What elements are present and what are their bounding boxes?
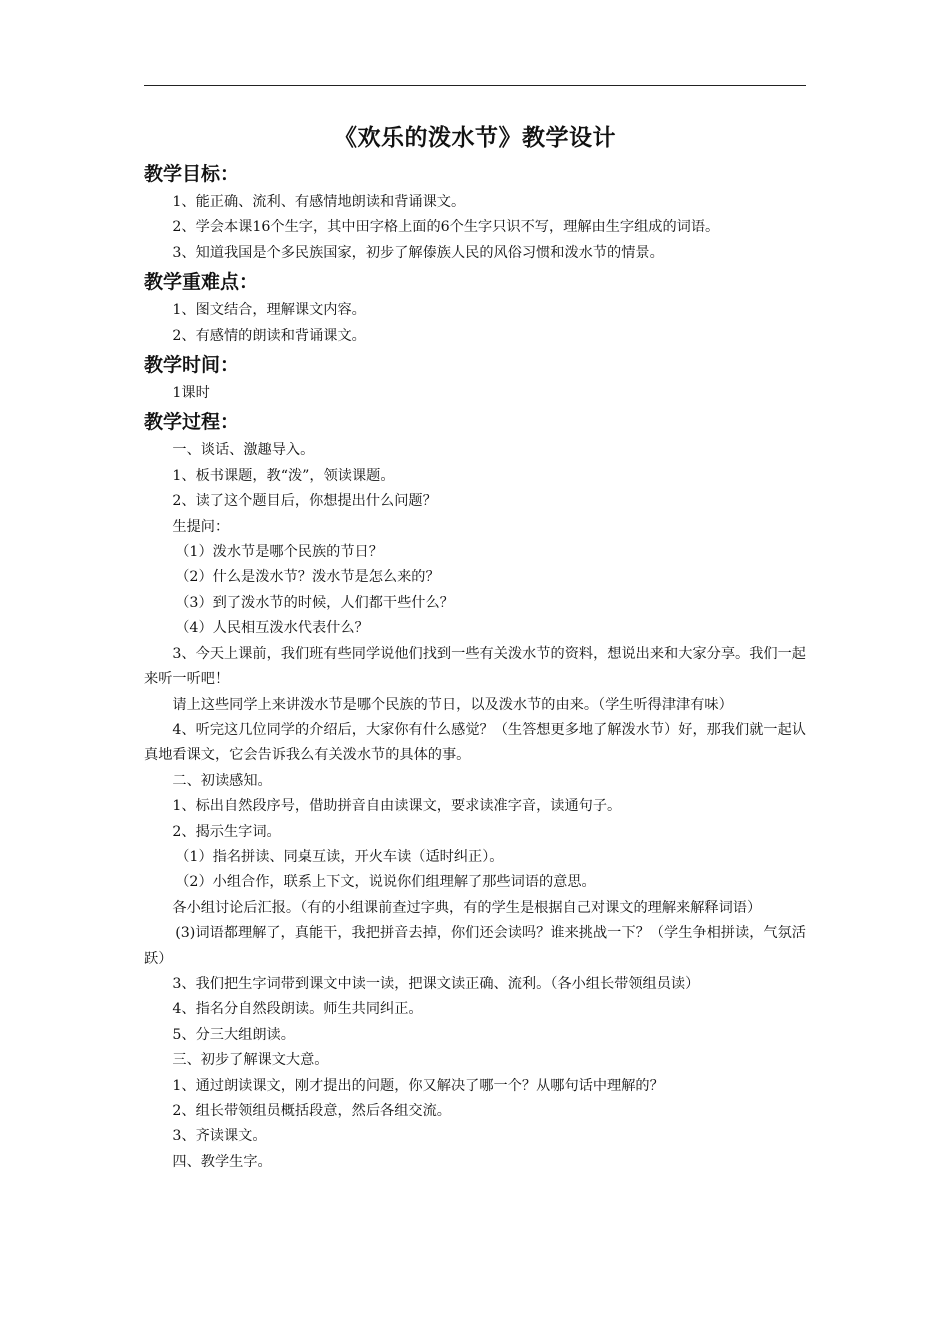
paragraph: 四、教学生字。	[172, 1153, 272, 1170]
section-time	[144, 349, 806, 406]
document-body	[144, 118, 806, 1175]
paragraph: 5、分三大组朗读。	[172, 1026, 295, 1043]
header-rule	[144, 85, 806, 86]
paragraph: 1、能正确、流利、有感情地朗读和背诵课文。	[172, 194, 466, 210]
section-heading: 教学时间：	[144, 354, 240, 377]
section-objectives	[144, 158, 806, 266]
paragraph: 一、谈话、激趣导入。	[172, 442, 315, 459]
paragraph: 2、组长带领组员概括段意，然后各组交流。	[172, 1103, 451, 1119]
paragraph: 三、初步了解课文大意。	[172, 1052, 329, 1069]
section-heading: 教学过程：	[144, 411, 240, 434]
section-heading: 教学目标：	[144, 163, 240, 185]
section-heading: 教学重难点：	[144, 271, 259, 294]
paragraph: 3、齐读课文。	[172, 1128, 267, 1145]
paragraph: （1）指名拼读、同桌互读，开火车读（适时纠正）。	[175, 848, 504, 865]
paragraph: 4、指名分自然段朗读。师生共同纠正。	[172, 1001, 423, 1018]
section-key-points	[144, 266, 806, 349]
paragraph: 3、知道我国是个多民族国家，初步了解傣族人民的风俗习惯和泼水节的情景。	[172, 244, 664, 261]
paragraph: 2、有感情的朗读和背诵课文。	[172, 327, 366, 344]
document-title: 《欢乐的泼水节》教学设计	[334, 124, 616, 151]
paragraph: 2、揭示生字词。	[172, 823, 281, 840]
paragraph: (3)词语都理解了，真能干，我把拼音去掉，你们还会读吗？谁来挑战一下？（学生争相拼读，气氛活跃）	[144, 925, 806, 967]
paragraph: 1、板书课题，教“泼”，领读课题。	[172, 467, 395, 484]
paragraph: 1、标出自然段序号，借助拼音自由读课文，要求读准字音，读通句子。	[172, 798, 622, 815]
paragraph: 生提问：	[172, 518, 230, 535]
paragraph: 3、今天上课前，我们班有些同学说他们找到一些有关泼水节的资料，想说出来和大家分享。我们一起来听一听吧！	[144, 645, 806, 688]
paragraph: （3）到了泼水节的时候，人们都干些什么？	[175, 594, 454, 611]
paragraph: 1课时	[172, 385, 210, 402]
section-process	[144, 406, 806, 1175]
paragraph: 各小组讨论后汇报。（有的小组课前查过字典，有的学生是根据自己对课文的理解来解释词语）	[172, 899, 762, 916]
paragraph: （2）小组合作，联系上下文，说说你们组理解了那些词语的意思。	[175, 874, 596, 891]
paragraph: 2、读了这个题目后，你想提出什么问题？	[172, 493, 437, 510]
paragraph: 二、初读感知。	[172, 772, 272, 789]
paragraph: （1）泼水节是哪个民族的节日？	[175, 544, 383, 561]
paragraph: 请上这些同学上来讲泼水节是哪个民族的节日，以及泼水节的由来。（学生听得津津有味）	[172, 696, 733, 713]
paragraph: 2、学会本课16个生字，其中田字格上面的6个生字只识不写，理解由生字组成的词语。	[172, 219, 720, 236]
paragraph: 4、听完这几位同学的介绍后，大家你有什么感觉？（生答想更多地了解泼水节）好，那我们就一起认真地看课文，它会告诉我么有关泼水节的具体的事。	[144, 721, 806, 764]
paragraph: 3、我们把生字词带到课文中读一读，把课文读正确、流利。（各小组长带领组员读）	[172, 975, 700, 992]
paragraph: （2）什么是泼水节？泼水节是怎么来的？	[175, 569, 440, 586]
paragraph: （4）人民相互泼水代表什么？	[175, 620, 369, 637]
paragraph: 1、图文结合，理解课文内容。	[172, 302, 366, 319]
paragraph: 1、通过朗读课文，刚才提出的问题，你又解决了哪一个？从哪句话中理解的？	[172, 1077, 664, 1094]
